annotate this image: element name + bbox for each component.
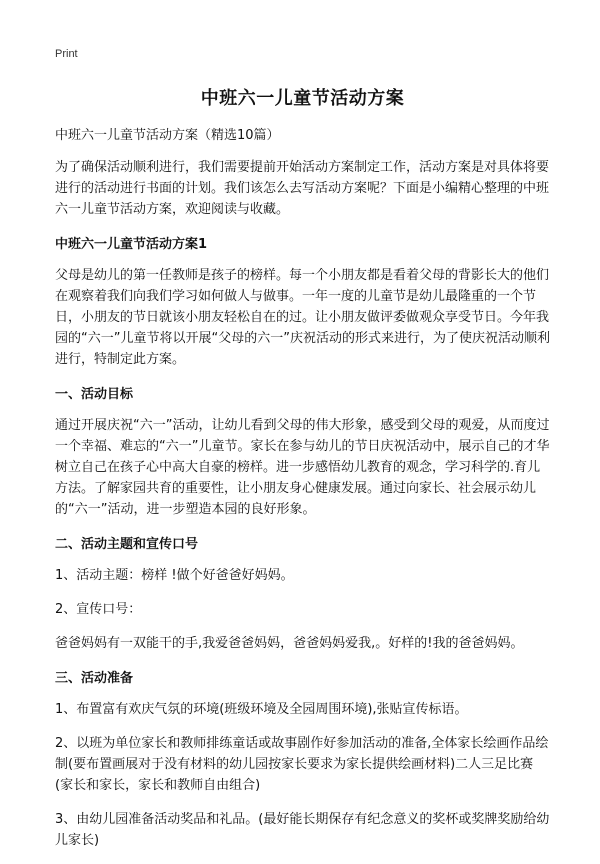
theme-item-1: 1、活动主题：榜样 !做个好爸爸好妈妈。 (55, 568, 294, 583)
section-1-heading: 中班六一儿童节活动方案1 (55, 237, 208, 252)
intro-paragraph: 为了确保活动顺利进行，我们需要提前开始活动方案制定工作，活动方案是对具体将要进行的活动进行书面的计划。我们该怎么去写活动方案呢？下面是小编精心整理的中班六一儿童节活动方案，欢迎阅读与收藏。 (55, 160, 550, 217)
slogan-paragraph: 爸爸妈妈有一双能干的手,我爱爸爸妈妈，爸爸妈妈爱我,。好样的!我的爸爸妈妈。 (55, 636, 524, 651)
prep-item-3: 3、由幼儿园准备活动奖品和礼品。(最好能长期保存有纪念意义的奖杯或奖牌奖励给幼儿家长) (55, 812, 550, 848)
prep-item-2: 2、以班为单位家长和教师排练童话或故事剧作好参加活动的准备,全体家长绘画作品绘制(要布置画展对于没有材料的幼儿园按家长要求为家长提供绘画材料)二人三足比赛(家长和家长，家长和教师自由组合) (55, 736, 549, 793)
theme-item-2: 2、宣传口号： (55, 602, 142, 617)
theme-heading: 二、活动主题和宣传口号 (55, 537, 199, 552)
section-1-paragraph: 父母是幼儿的第一任教师是孩子的榜样。每一个小朋友都是看着父母的背影长大的他们在观察着我们向我们学习如何做人与做事。一年一度的儿童节是幼儿最隆重的一个节日，小朋友的节日就该小朋友轻松自在的过。让小朋友做评委做观众享受节日。今年我园的“六一”儿童节将以开展“父母的六一”庆祝活动的形式来进行，为了使庆祝活动顺利进行，特制定此方案。 (55, 268, 550, 367)
goal-paragraph: 通过开展庆祝“六一”活动，让幼儿看到父母的伟大形象，感受到父母的观爱，从而度过一个幸福、难忘的“六一”儿童节。家长在参与幼儿的节日庆祝活动中，展示自己的才华树立自己在孩子心中高大自豪的榜样。进一步感悟幼儿教育的观念，学习科学的.育儿方法。了解家园共育的重要性，让小朋友身心健康发展。通过向家长、社会展示幼儿的“六一”活动，进一步塑造本园的良好形象。 (55, 418, 550, 517)
goal-heading: 一、活动目标 (55, 387, 134, 402)
print-link[interactable]: Print (55, 48, 78, 60)
document-subtitle: 中班六一儿童节活动方案（精选10篇） (55, 128, 280, 143)
document-body (55, 84, 550, 864)
prep-item-1: 1、布置富有欢庆气氛的环境(班级环境及全园周围环境),张贴宣传标语。 (55, 702, 468, 717)
prep-heading: 三、活动准备 (55, 671, 134, 686)
document-title: 中班六一儿童节活动方案 (200, 88, 405, 109)
